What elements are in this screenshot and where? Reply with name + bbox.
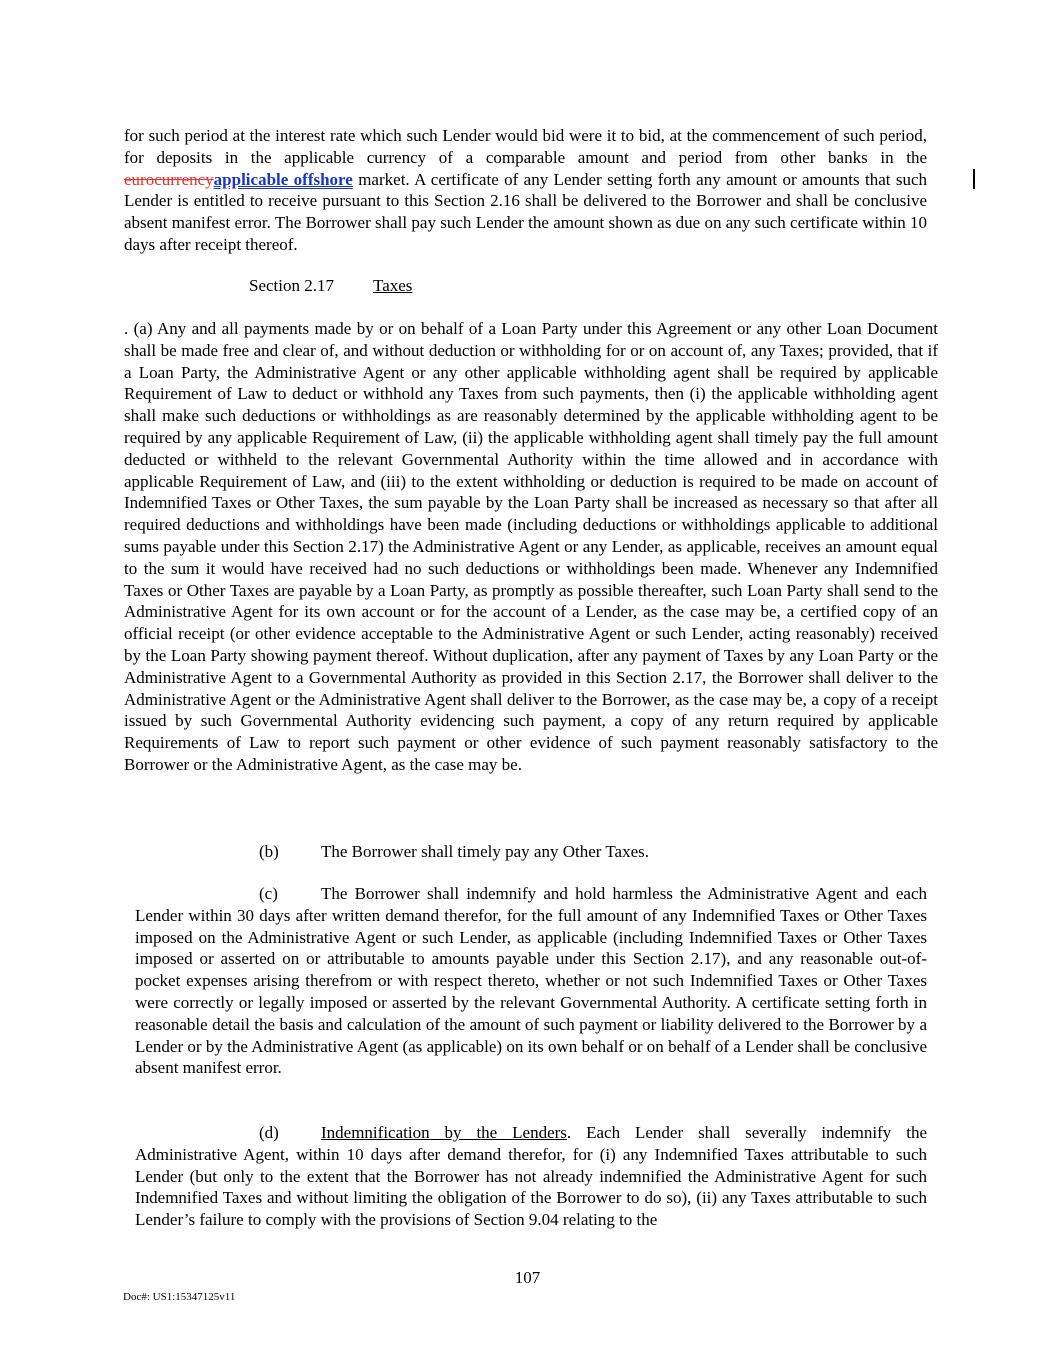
paragraph-b-label: (b) <box>259 842 279 861</box>
section-title: Taxes <box>373 276 413 295</box>
paragraph-d-text: . Each Lender shall severally indemnify the Administrative Agent, within 10 days after demand therefor, for (i) any Indemnified Taxes attributable to such Lender (but only to the extent that the Borrower has not already indemnified the Administrative Agent for such Indemnified Taxes and without limiting the obligation of the Borrower to do so), (ii) any Taxes attributable to such Lender’s failure to comply with the provisions of Section 9.04 relating to the <box>135 1123 927 1230</box>
paragraph-a: . (a) Any and all payments made by or on behalf of a Loan Party under this Agreement or any other Loan Document shall be made free and clear of, and without deduction or withholding for or on account of, any Taxes; provided, that if a Loan Party, the Administrative Agent or any other applicable withholding agent shall be required by applicable Requirement of Law to deduct or withhold any Taxes from such payments, then (i) the applicable withholding agent shall make such deductions or withholdings as are reasonably determined by the applicable withholding agent to be required by any applicable Requirement of Law, (ii) the applicable withholding agent shall timely pay the full amount deducted or withheld to the relevant Governmental Authority within the time allowed and in accordance with applicable Requirement of Law, and (iii) to the extent withholding or deduction is required to be made on account of Indemnified Taxes or Other Taxes, the sum payable by the Loan Party shall be increased as necessary so that after all required deductions and withholdings have been made (including deductions or withholdings applicable to additional sums payable under this Section 2.17) the Administrative Agent or any Lender, as applicable, receives an amount equal to the sum it would have received had no such deductions or withholdings been made. Whenever any Indemnified Taxes or Other Taxes are payable by a Loan Party, as promptly as possible thereafter, such Loan Party shall send to the Administrative Agent for its own account or for the account of a Lender, as the case may be, a certified copy of an official receipt (or other evidence acceptable to the Administrative Agent or such Lender, acting reasonably) received by the Loan Party showing payment thereof. Without duplication, after any payment of Taxes by any Loan Party or the Administrative Agent to a Governmental Authority as provided in this Section 2.17, the Borrower shall deliver to the Administrative Agent or the Administrative Agent shall deliver to the Borrower, as the case may be, a copy of a receipt issued by such Governmental Authority evidencing such payment, a copy of any return required by applicable Requirements of Law to report such payment or other evidence of such payment reasonably satisfactory to the Borrower or the Administrative Agent, as the case may be. <box>124 319 938 774</box>
paragraph-c <box>135 883 927 1079</box>
section-number: Section 2.17 <box>249 276 334 295</box>
page-number: 107 <box>514 1268 541 1287</box>
intro-text-before: for such period at the interest rate which such Lender would bid were it to bid, at the commencement of such period, for deposits in the applicable currency of a comparable amount and period from other banks in the <box>124 126 927 167</box>
revision-change-bar <box>973 169 975 189</box>
paragraph-c-text: The Borrower shall indemnify and hold harmless the Administrative Agent and each Lender within 30 days after written demand therefor, for the full amount of any Indemnified Taxes or Other Taxes imposed on the Administrative Agent or such Lender, as applicable (including Indemnified Taxes or Other Taxes imposed or asserted on or attributable to amounts payable under this Section 2.17), and any reasonable out-of-pocket expenses arising therefrom or with respect thereto, whether or not such Indemnified Taxes or Other Taxes were correctly or legally imposed or asserted by the relevant Governmental Authority. A certificate setting forth in reasonable detail the basis and calculation of the amount of such payment or liability delivered to the Borrower by a Lender or by the Administrative Agent (as applicable) on its own behalf or on behalf of a Lender shall be conclusive absent manifest error. <box>135 884 927 1078</box>
paragraph-d-heading: Indemnification by the Lenders <box>321 1123 567 1142</box>
intro-paragraph <box>124 125 927 256</box>
section-heading <box>249 275 412 297</box>
inserted-revision: applicable offshore <box>213 169 353 189</box>
intro-text-after: market. A certificate of any Lender setting forth any amount or amounts that such Lender is entitled to receive pursuant to this Section 2.16 shall be delivered to the Borrower and shall be conclusive absent manifest error. The Borrower shall pay such Lender the amount shown as due on any such certificate within 10 days after receipt thereof. <box>124 169 927 254</box>
deleted-revision: eurocurrency <box>124 169 214 189</box>
paragraph-b <box>124 841 927 863</box>
document-id: Doc#: US1:15347125v11 <box>123 1291 236 1303</box>
paragraph-b-text: The Borrower shall timely pay any Other Taxes. <box>321 842 650 861</box>
paragraph-d-label: (d) <box>259 1123 279 1142</box>
paragraph-d <box>135 1122 927 1231</box>
paragraph-c-label: (c) <box>259 884 278 903</box>
